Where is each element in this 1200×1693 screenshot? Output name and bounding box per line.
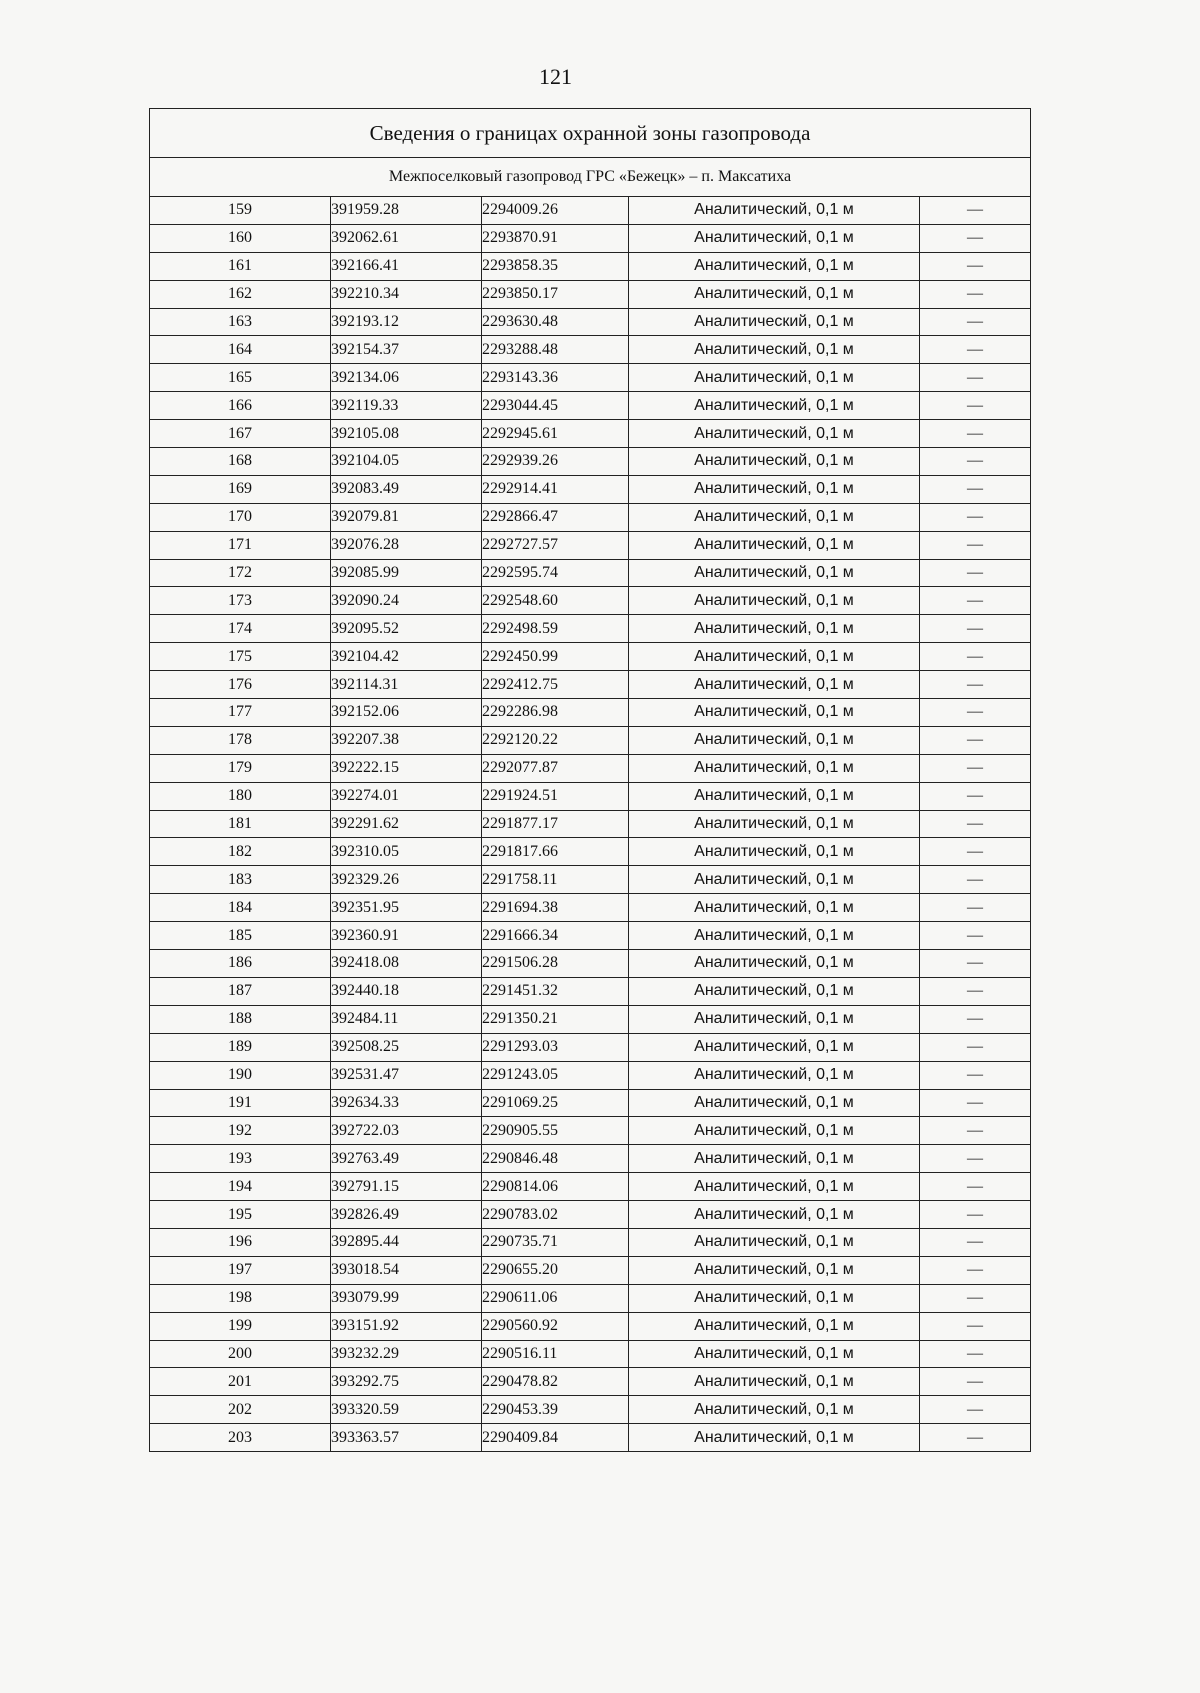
table-row — [150, 615, 1031, 643]
x-coordinate-cell: 392076.28 — [331, 531, 482, 559]
description-cell: — — [920, 1089, 1031, 1117]
description-cell: — — [920, 699, 1031, 727]
point-number-cell: 194 — [150, 1173, 331, 1201]
method-accuracy-cell: Аналитический, 0,1 м — [629, 364, 920, 392]
y-coordinate-cell: 2292412.75 — [482, 671, 629, 699]
point-number-cell: 195 — [150, 1201, 331, 1229]
description-cell: — — [920, 448, 1031, 476]
x-coordinate-cell: 393018.54 — [331, 1256, 482, 1284]
description-cell: — — [920, 531, 1031, 559]
method-accuracy-cell: Аналитический, 0,1 м — [629, 531, 920, 559]
method-accuracy-cell: Аналитический, 0,1 м — [629, 1312, 920, 1340]
method-accuracy-cell: Аналитический, 0,1 м — [629, 866, 920, 894]
table-row — [150, 448, 1031, 476]
point-number-cell: 171 — [150, 531, 331, 559]
table-row — [150, 1145, 1031, 1173]
y-coordinate-cell: 2290560.92 — [482, 1312, 629, 1340]
method-accuracy-cell: Аналитический, 0,1 м — [629, 197, 920, 225]
x-coordinate-cell: 392360.91 — [331, 922, 482, 950]
x-coordinate-cell: 392310.05 — [331, 838, 482, 866]
method-accuracy-cell: Аналитический, 0,1 м — [629, 699, 920, 727]
method-accuracy-cell: Аналитический, 0,1 м — [629, 726, 920, 754]
description-cell: — — [920, 392, 1031, 420]
y-coordinate-cell: 2291666.34 — [482, 922, 629, 950]
description-cell: — — [920, 364, 1031, 392]
y-coordinate-cell: 2292727.57 — [482, 531, 629, 559]
table-row — [150, 671, 1031, 699]
x-coordinate-cell: 392531.47 — [331, 1061, 482, 1089]
table-row — [150, 810, 1031, 838]
method-accuracy-cell: Аналитический, 0,1 м — [629, 782, 920, 810]
description-cell: — — [920, 810, 1031, 838]
table-row — [150, 503, 1031, 531]
x-coordinate-cell: 392722.03 — [331, 1117, 482, 1145]
y-coordinate-cell: 2290846.48 — [482, 1145, 629, 1173]
method-accuracy-cell: Аналитический, 0,1 м — [629, 1424, 920, 1452]
point-number-cell: 201 — [150, 1368, 331, 1396]
table-row — [150, 699, 1031, 727]
table-row — [150, 754, 1031, 782]
point-number-cell: 184 — [150, 894, 331, 922]
x-coordinate-cell: 393363.57 — [331, 1424, 482, 1452]
description-cell: — — [920, 224, 1031, 252]
y-coordinate-cell: 2293850.17 — [482, 280, 629, 308]
x-coordinate-cell: 392154.37 — [331, 336, 482, 364]
y-coordinate-cell: 2292077.87 — [482, 754, 629, 782]
y-coordinate-cell: 2293858.35 — [482, 252, 629, 280]
description-cell: — — [920, 1312, 1031, 1340]
point-number-cell: 181 — [150, 810, 331, 838]
description-cell: — — [920, 1368, 1031, 1396]
description-cell: — — [920, 950, 1031, 978]
table-row — [150, 197, 1031, 225]
x-coordinate-cell: 392207.38 — [331, 726, 482, 754]
description-cell: — — [920, 894, 1031, 922]
x-coordinate-cell: 392508.25 — [331, 1033, 482, 1061]
method-accuracy-cell: Аналитический, 0,1 м — [629, 754, 920, 782]
x-coordinate-cell: 391959.28 — [331, 197, 482, 225]
x-coordinate-cell: 392291.62 — [331, 810, 482, 838]
point-number-cell: 192 — [150, 1117, 331, 1145]
x-coordinate-cell: 392440.18 — [331, 977, 482, 1005]
description-cell: — — [920, 336, 1031, 364]
y-coordinate-cell: 2291758.11 — [482, 866, 629, 894]
table-row — [150, 1089, 1031, 1117]
method-accuracy-cell: Аналитический, 0,1 м — [629, 420, 920, 448]
y-coordinate-cell: 2291243.05 — [482, 1061, 629, 1089]
y-coordinate-cell: 2293288.48 — [482, 336, 629, 364]
description-cell: — — [920, 587, 1031, 615]
table-row — [150, 1424, 1031, 1452]
description-cell: — — [920, 671, 1031, 699]
y-coordinate-cell: 2290905.55 — [482, 1117, 629, 1145]
x-coordinate-cell: 392166.41 — [331, 252, 482, 280]
method-accuracy-cell: Аналитический, 0,1 м — [629, 1228, 920, 1256]
table-row — [150, 977, 1031, 1005]
table-row — [150, 252, 1031, 280]
point-number-cell: 164 — [150, 336, 331, 364]
description-cell: — — [920, 252, 1031, 280]
y-coordinate-cell: 2291877.17 — [482, 810, 629, 838]
x-coordinate-cell: 392351.95 — [331, 894, 482, 922]
point-number-cell: 197 — [150, 1256, 331, 1284]
y-coordinate-cell: 2290655.20 — [482, 1256, 629, 1284]
table-row — [150, 1368, 1031, 1396]
method-accuracy-cell: Аналитический, 0,1 м — [629, 1284, 920, 1312]
point-number-cell: 199 — [150, 1312, 331, 1340]
x-coordinate-cell: 392104.42 — [331, 643, 482, 671]
y-coordinate-cell: 2290611.06 — [482, 1284, 629, 1312]
description-cell: — — [920, 1005, 1031, 1033]
x-coordinate-cell: 393079.99 — [331, 1284, 482, 1312]
method-accuracy-cell: Аналитический, 0,1 м — [629, 1005, 920, 1033]
method-accuracy-cell: Аналитический, 0,1 м — [629, 475, 920, 503]
x-coordinate-cell: 392634.33 — [331, 1089, 482, 1117]
point-number-cell: 179 — [150, 754, 331, 782]
description-cell: — — [920, 1284, 1031, 1312]
x-coordinate-cell: 392274.01 — [331, 782, 482, 810]
method-accuracy-cell: Аналитический, 0,1 м — [629, 671, 920, 699]
point-number-cell: 189 — [150, 1033, 331, 1061]
method-accuracy-cell: Аналитический, 0,1 м — [629, 280, 920, 308]
point-number-cell: 198 — [150, 1284, 331, 1312]
y-coordinate-cell: 2292595.74 — [482, 559, 629, 587]
x-coordinate-cell: 392114.31 — [331, 671, 482, 699]
table-row — [150, 1256, 1031, 1284]
table-row — [150, 224, 1031, 252]
point-number-cell: 203 — [150, 1424, 331, 1452]
table-row — [150, 1396, 1031, 1424]
coordinates-table — [149, 108, 1031, 1452]
x-coordinate-cell: 392329.26 — [331, 866, 482, 894]
point-number-cell: 196 — [150, 1228, 331, 1256]
table-row — [150, 420, 1031, 448]
method-accuracy-cell: Аналитический, 0,1 м — [629, 1368, 920, 1396]
method-accuracy-cell: Аналитический, 0,1 м — [629, 448, 920, 476]
description-cell: — — [920, 754, 1031, 782]
x-coordinate-cell: 392895.44 — [331, 1228, 482, 1256]
point-number-cell: 163 — [150, 308, 331, 336]
table-row — [150, 1061, 1031, 1089]
method-accuracy-cell: Аналитический, 0,1 м — [629, 336, 920, 364]
y-coordinate-cell: 2291694.38 — [482, 894, 629, 922]
table-row — [150, 392, 1031, 420]
description-cell: — — [920, 559, 1031, 587]
y-coordinate-cell: 2291350.21 — [482, 1005, 629, 1033]
description-cell: — — [920, 1424, 1031, 1452]
y-coordinate-cell: 2292286.98 — [482, 699, 629, 727]
method-accuracy-cell: Аналитический, 0,1 м — [629, 643, 920, 671]
x-coordinate-cell: 392763.49 — [331, 1145, 482, 1173]
point-number-cell: 168 — [150, 448, 331, 476]
x-coordinate-cell: 392085.99 — [331, 559, 482, 587]
x-coordinate-cell: 392826.49 — [331, 1201, 482, 1229]
point-number-cell: 182 — [150, 838, 331, 866]
table-row — [150, 559, 1031, 587]
point-number-cell: 185 — [150, 922, 331, 950]
method-accuracy-cell: Аналитический, 0,1 м — [629, 1396, 920, 1424]
y-coordinate-cell: 2292866.47 — [482, 503, 629, 531]
description-cell: — — [920, 977, 1031, 1005]
method-accuracy-cell: Аналитический, 0,1 м — [629, 559, 920, 587]
x-coordinate-cell: 392134.06 — [331, 364, 482, 392]
table-row — [150, 1284, 1031, 1312]
description-cell: — — [920, 1256, 1031, 1284]
description-cell: — — [920, 1201, 1031, 1229]
table-row — [150, 838, 1031, 866]
x-coordinate-cell: 392119.33 — [331, 392, 482, 420]
y-coordinate-cell: 2290453.39 — [482, 1396, 629, 1424]
table-row — [150, 1312, 1031, 1340]
y-coordinate-cell: 2291924.51 — [482, 782, 629, 810]
y-coordinate-cell: 2292945.61 — [482, 420, 629, 448]
table-row — [150, 866, 1031, 894]
point-number-cell: 162 — [150, 280, 331, 308]
y-coordinate-cell: 2290478.82 — [482, 1368, 629, 1396]
description-cell: — — [920, 1173, 1031, 1201]
table-row — [150, 308, 1031, 336]
y-coordinate-cell: 2293630.48 — [482, 308, 629, 336]
point-number-cell: 190 — [150, 1061, 331, 1089]
point-number-cell: 175 — [150, 643, 331, 671]
table-row — [150, 1005, 1031, 1033]
description-cell: — — [920, 197, 1031, 225]
y-coordinate-cell: 2291817.66 — [482, 838, 629, 866]
method-accuracy-cell: Аналитический, 0,1 м — [629, 308, 920, 336]
point-number-cell: 172 — [150, 559, 331, 587]
y-coordinate-cell: 2291506.28 — [482, 950, 629, 978]
point-number-cell: 178 — [150, 726, 331, 754]
description-cell: — — [920, 1033, 1031, 1061]
method-accuracy-cell: Аналитический, 0,1 м — [629, 1256, 920, 1284]
table-row — [150, 950, 1031, 978]
point-number-cell: 187 — [150, 977, 331, 1005]
description-cell: — — [920, 1117, 1031, 1145]
y-coordinate-cell: 2290409.84 — [482, 1424, 629, 1452]
point-number-cell: 167 — [150, 420, 331, 448]
method-accuracy-cell: Аналитический, 0,1 м — [629, 950, 920, 978]
point-number-cell: 200 — [150, 1340, 331, 1368]
y-coordinate-cell: 2292498.59 — [482, 615, 629, 643]
y-coordinate-cell: 2292548.60 — [482, 587, 629, 615]
point-number-cell: 191 — [150, 1089, 331, 1117]
description-cell: — — [920, 503, 1031, 531]
description-cell: — — [920, 922, 1031, 950]
description-cell: — — [920, 475, 1031, 503]
method-accuracy-cell: Аналитический, 0,1 м — [629, 977, 920, 1005]
description-cell: — — [920, 866, 1031, 894]
x-coordinate-cell: 393232.29 — [331, 1340, 482, 1368]
point-number-cell: 173 — [150, 587, 331, 615]
table-row — [150, 643, 1031, 671]
point-number-cell: 161 — [150, 252, 331, 280]
y-coordinate-cell: 2290735.71 — [482, 1228, 629, 1256]
table-row — [150, 587, 1031, 615]
method-accuracy-cell: Аналитический, 0,1 м — [629, 1145, 920, 1173]
table-row — [150, 364, 1031, 392]
point-number-cell: 170 — [150, 503, 331, 531]
description-cell: — — [920, 1061, 1031, 1089]
method-accuracy-cell: Аналитический, 0,1 м — [629, 810, 920, 838]
point-number-cell: 188 — [150, 1005, 331, 1033]
x-coordinate-cell: 392222.15 — [331, 754, 482, 782]
table-row — [150, 894, 1031, 922]
description-cell: — — [920, 1228, 1031, 1256]
table-row — [150, 531, 1031, 559]
table-row — [150, 1340, 1031, 1368]
x-coordinate-cell: 392079.81 — [331, 503, 482, 531]
table-row — [150, 280, 1031, 308]
description-cell: — — [920, 1340, 1031, 1368]
method-accuracy-cell: Аналитический, 0,1 м — [629, 503, 920, 531]
y-coordinate-cell: 2290783.02 — [482, 1201, 629, 1229]
method-accuracy-cell: Аналитический, 0,1 м — [629, 838, 920, 866]
method-accuracy-cell: Аналитический, 0,1 м — [629, 252, 920, 280]
point-number-cell: 193 — [150, 1145, 331, 1173]
method-accuracy-cell: Аналитический, 0,1 м — [629, 224, 920, 252]
method-accuracy-cell: Аналитический, 0,1 м — [629, 1340, 920, 1368]
x-coordinate-cell: 393320.59 — [331, 1396, 482, 1424]
method-accuracy-cell: Аналитический, 0,1 м — [629, 615, 920, 643]
description-cell: — — [920, 726, 1031, 754]
x-coordinate-cell: 392090.24 — [331, 587, 482, 615]
point-number-cell: 180 — [150, 782, 331, 810]
table-title: Сведения о границах охранной зоны газопровода — [150, 109, 1031, 158]
method-accuracy-cell: Аналитический, 0,1 м — [629, 1201, 920, 1229]
description-cell: — — [920, 1396, 1031, 1424]
x-coordinate-cell: 392484.11 — [331, 1005, 482, 1033]
point-number-cell: 174 — [150, 615, 331, 643]
y-coordinate-cell: 2290516.11 — [482, 1340, 629, 1368]
table-row — [150, 475, 1031, 503]
y-coordinate-cell: 2293870.91 — [482, 224, 629, 252]
y-coordinate-cell: 2294009.26 — [482, 197, 629, 225]
x-coordinate-cell: 392210.34 — [331, 280, 482, 308]
y-coordinate-cell: 2290814.06 — [482, 1173, 629, 1201]
table-row — [150, 1228, 1031, 1256]
x-coordinate-cell: 392104.05 — [331, 448, 482, 476]
method-accuracy-cell: Аналитический, 0,1 м — [629, 1117, 920, 1145]
x-coordinate-cell: 393292.75 — [331, 1368, 482, 1396]
point-number-cell: 202 — [150, 1396, 331, 1424]
description-cell: — — [920, 308, 1031, 336]
method-accuracy-cell: Аналитический, 0,1 м — [629, 1033, 920, 1061]
y-coordinate-cell: 2292914.41 — [482, 475, 629, 503]
description-cell: — — [920, 643, 1031, 671]
point-number-cell: 165 — [150, 364, 331, 392]
x-coordinate-cell: 392083.49 — [331, 475, 482, 503]
table-row — [150, 1201, 1031, 1229]
y-coordinate-cell: 2292120.22 — [482, 726, 629, 754]
table-subtitle: Межпоселковый газопровод ГРС «Бежецк» – п. Максатиха — [150, 158, 1031, 197]
point-number-cell: 186 — [150, 950, 331, 978]
x-coordinate-cell: 392062.61 — [331, 224, 482, 252]
table-row — [150, 922, 1031, 950]
y-coordinate-cell: 2291069.25 — [482, 1089, 629, 1117]
point-number-cell: 177 — [150, 699, 331, 727]
x-coordinate-cell: 392095.52 — [331, 615, 482, 643]
method-accuracy-cell: Аналитический, 0,1 м — [629, 1089, 920, 1117]
x-coordinate-cell: 392152.06 — [331, 699, 482, 727]
point-number-cell: 160 — [150, 224, 331, 252]
method-accuracy-cell: Аналитический, 0,1 м — [629, 922, 920, 950]
x-coordinate-cell: 393151.92 — [331, 1312, 482, 1340]
method-accuracy-cell: Аналитический, 0,1 м — [629, 392, 920, 420]
description-cell: — — [920, 615, 1031, 643]
description-cell: — — [920, 280, 1031, 308]
point-number-cell: 176 — [150, 671, 331, 699]
point-number-cell: 159 — [150, 197, 331, 225]
table-header — [150, 109, 1031, 197]
description-cell: — — [920, 782, 1031, 810]
description-cell: — — [920, 1145, 1031, 1173]
x-coordinate-cell: 392418.08 — [331, 950, 482, 978]
y-coordinate-cell: 2292450.99 — [482, 643, 629, 671]
page-number: 121 — [539, 64, 572, 89]
description-cell: — — [920, 420, 1031, 448]
point-number-cell: 183 — [150, 866, 331, 894]
x-coordinate-cell: 392105.08 — [331, 420, 482, 448]
table-row — [150, 1173, 1031, 1201]
method-accuracy-cell: Аналитический, 0,1 м — [629, 587, 920, 615]
method-accuracy-cell: Аналитический, 0,1 м — [629, 1061, 920, 1089]
table-body — [150, 197, 1031, 1452]
method-accuracy-cell: Аналитический, 0,1 м — [629, 894, 920, 922]
table-row — [150, 1117, 1031, 1145]
table-row — [150, 782, 1031, 810]
x-coordinate-cell: 392193.12 — [331, 308, 482, 336]
x-coordinate-cell: 392791.15 — [331, 1173, 482, 1201]
point-number-cell: 169 — [150, 475, 331, 503]
description-cell: — — [920, 838, 1031, 866]
point-number-cell: 166 — [150, 392, 331, 420]
table-row — [150, 336, 1031, 364]
table-row — [150, 1033, 1031, 1061]
y-coordinate-cell: 2292939.26 — [482, 448, 629, 476]
y-coordinate-cell: 2291451.32 — [482, 977, 629, 1005]
y-coordinate-cell: 2291293.03 — [482, 1033, 629, 1061]
y-coordinate-cell: 2293044.45 — [482, 392, 629, 420]
method-accuracy-cell: Аналитический, 0,1 м — [629, 1173, 920, 1201]
y-coordinate-cell: 2293143.36 — [482, 364, 629, 392]
table-row — [150, 726, 1031, 754]
